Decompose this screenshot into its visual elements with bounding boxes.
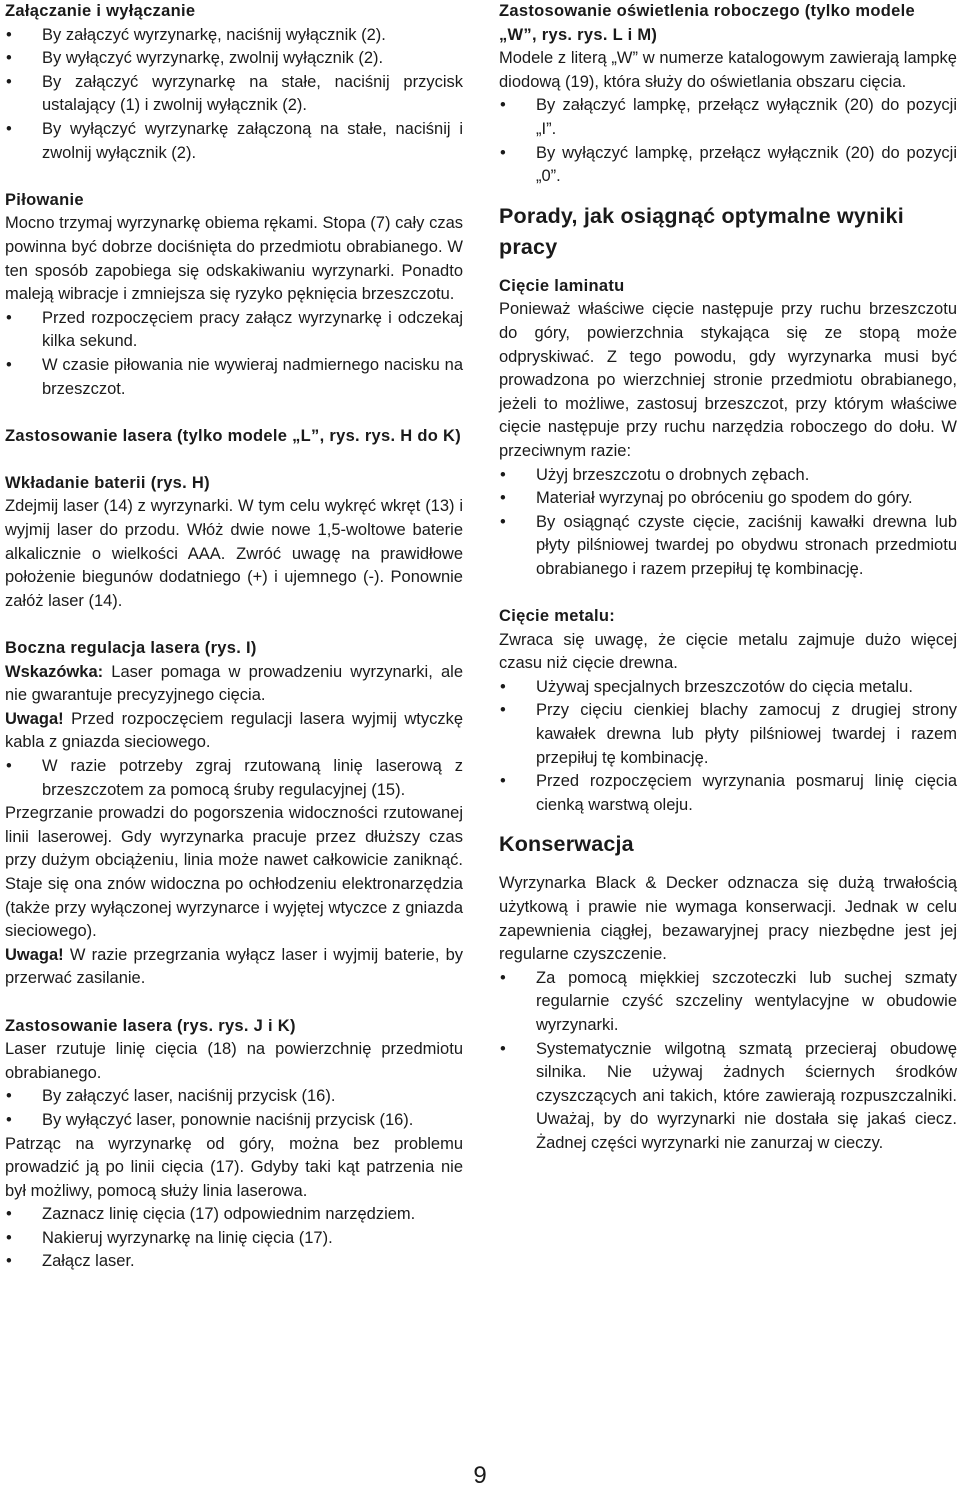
list-item: • Przed rozpoczęciem wyrzynania posmaruj linię cięcia cienką warstwą oleju. xyxy=(500,772,957,814)
list-item: • Przed rozpoczęciem pracy załącz wyrzynarkę i odczekaj kilka sekund. xyxy=(6,308,463,351)
warning-label: Uwaga! xyxy=(5,709,64,728)
list-cutting-line xyxy=(5,1203,463,1274)
list-laser xyxy=(5,1085,463,1132)
list-maintenance xyxy=(499,967,957,1156)
list-item: • Używaj specjalnych brzeszczotów do cięcia metalu. xyxy=(499,676,957,700)
paragraph-maintenance: Wyrzynarka Black & Decker odznacza się dużą trwałością użytkową i prawie nie wymaga konserwacji. Jednak w celu zapewnienia ciągłej, bezawaryjnej pracy niezbędne jest jej regularne czyszczenie. xyxy=(499,874,957,964)
bullet-icon: • xyxy=(6,49,12,68)
list-item: • By wyłączyć lampkę, przełącz wyłącznik (20) do pozycji „0”. xyxy=(500,143,957,186)
hint-label: Wskazówka: xyxy=(5,662,104,681)
bullet-icon: • xyxy=(500,677,506,696)
bullet-icon: • xyxy=(6,1087,12,1106)
list-item: • By załączyć wyrzynarkę, naciśnij wyłącznik (2). xyxy=(5,24,463,48)
right-column xyxy=(499,0,957,1156)
bullet-icon: • xyxy=(500,968,506,987)
list-item: • By osiągnąć czyste cięcie, zaciśnij kawałki drewna lub płyty pilśniowej twardej po obydwu stronach przedmiotu obrabianego i razem przepiłuj tę kombinację. xyxy=(500,512,957,578)
list-item: • By załączyć laser, naciśnij przycisk (16). xyxy=(5,1085,463,1109)
paragraph-metal: Zwraca się uwagę, że cięcie metalu zajmuje dużo więcej czasu niż cięcie drewna. xyxy=(499,630,957,673)
page-number: 9 xyxy=(473,1462,487,1489)
bullet-icon: • xyxy=(6,1228,12,1247)
list-item: • Załącz laser. xyxy=(5,1250,463,1274)
heading-batteries: Wkładanie baterii (rys. H) xyxy=(5,473,210,492)
paragraph-viewing: Patrząc na wyrzynarkę od góry, można bez problemu prowadzić ją po linii cięcia (17). Gdyby taki kąt patrzenia nie był możliwy, pomocą służy linia laserowa. xyxy=(5,1134,463,1200)
list-adjustment xyxy=(5,755,463,802)
warning-paragraph: Uwaga! Przed rozpoczęciem regulacji lasera wyjmij wtyczkę kabla z gniazda sieciowego. xyxy=(5,709,463,752)
heading-switching: Załączanie i wyłączanie xyxy=(5,2,196,20)
list-switching xyxy=(5,24,463,166)
list-metal xyxy=(499,676,957,818)
bullet-icon: • xyxy=(6,119,12,138)
warning-paragraph-2: Uwaga! W razie przegrzania wyłącz laser i wyjmij baterie, by przerwać zasilanie. xyxy=(5,945,463,988)
heading-metal: Cięcie metalu: xyxy=(499,607,616,626)
paragraph-overheating: Przegrzanie prowadzi do pogorszenia widoczności rzutowanej linii laserowej. Gdy wyrzynarka pracuje przez dłuższy czas przy dużym obciążeniu, linia może nawet całkowicie zaniknąć. Staje się ona znów widoczna po ochłodzeniu elektronarzędzia (także przy wyłączonej wyrzynarce i wyjętej wtyczce z gniazda sieciowego). xyxy=(5,804,463,941)
list-item: • Przy cięciu cienkiej blachy zamocuj z drugiej strony kawałek drewna lub płyty pilśniowej twardej i razem przepiłuj tę kombinację. xyxy=(500,701,957,767)
bullet-icon: • xyxy=(500,143,506,162)
paragraph-sawing: Mocno trzymaj wyrzynarkę obiema rękami. Stopa (7) cały czas powinna być dobrze dociśnięta do przedmiotu obrabianego. W ten sposób zapobiega się odskakiwaniu wyrzynarki. Ponadto maleją wibracje i zmniejsza się ryzyko pęknięcia brzeszczotu. xyxy=(5,214,463,304)
heading-sawing: Piłowanie xyxy=(5,190,84,209)
hint-paragraph: Wskazówka: Laser pomaga w prowadzeniu wyrzynarki, ale nie gwarantuje precyzyjnego cięcia. xyxy=(5,662,463,705)
bullet-icon: • xyxy=(500,772,506,791)
list-work-light xyxy=(499,94,957,188)
bullet-icon: • xyxy=(500,1039,506,1058)
heading-tips: Porady, jak osiągnąć optymalne wyniki pracy xyxy=(499,203,904,259)
bullet-icon: • xyxy=(500,465,506,484)
list-item: • Materiał wyrzynaj po obróceniu go spodem do góry. xyxy=(499,487,957,511)
bullet-icon: • xyxy=(6,1252,12,1271)
bullet-icon: • xyxy=(500,489,506,508)
left-column xyxy=(5,0,463,1274)
list-item: • W czasie piłowania nie wywieraj nadmiernego nacisku na brzeszczot. xyxy=(6,355,463,398)
list-item: • W razie potrzeby zgraj rzutowaną linię laserową z brzeszczotem za pomocą śruby regulacyjnej (15). xyxy=(6,757,463,799)
bullet-icon: • xyxy=(6,355,12,374)
list-item: • Nakieruj wyrzynarkę na linię cięcia (17). xyxy=(5,1227,463,1251)
heading-laser-usage: Zastosowanie lasera (tylko modele „L”, rys. rys. H do K) xyxy=(5,426,462,445)
heading-laser-operation: Zastosowanie lasera (rys. rys. J i K) xyxy=(5,1016,296,1035)
list-item: • By wyłączyć wyrzynarkę, zwolnij wyłącznik (2). xyxy=(5,47,463,71)
heading-work-light: Zastosowanie oświetlenia roboczego (tylko modele „W”, rys. rys. L i M) xyxy=(499,2,915,44)
list-item: • By załączyć lampkę, przełącz wyłącznik (20) do pozycji „I”. xyxy=(500,96,957,138)
bullet-icon: • xyxy=(500,96,506,115)
list-item: • By wyłączyć wyrzynarkę załączoną na stałe, naciśnij i zwolnij wyłącznik (2). xyxy=(6,119,463,162)
list-item: • By wyłączyć laser, ponownie naciśnij przycisk (16). xyxy=(5,1109,463,1133)
list-item: • Systematycznie wilgotną szmatą przecieraj obudowę silnika. Nie używaj żadnych ściernych środków czyszczących ani takich, które zawierają rozpuszczalniki. Uważaj, by do wyrzynarki nie dostała się jakaś ciecz. Żadnej części wyrzynarki nie zanurzaj w cieczy. xyxy=(500,1039,957,1152)
list-item: • Użyj brzeszczotu o drobnych zębach. xyxy=(499,464,957,488)
list-item: • Zaznacz linię cięcia (17) odpowiednim narzędziem. xyxy=(5,1203,463,1227)
bullet-icon: • xyxy=(500,701,506,720)
bullet-icon: • xyxy=(6,72,12,91)
bullet-icon: • xyxy=(6,757,12,775)
bullet-icon: • xyxy=(6,1205,12,1224)
list-laminate xyxy=(499,464,957,582)
list-item: • Za pomocą miękkiej szczoteczki lub suchej szmaty regularnie czyść szczeliny wentylacyjne w obudowie wyrzynarki. xyxy=(500,968,957,1034)
bullet-icon: • xyxy=(500,512,506,531)
heading-laminate: Cięcie laminatu xyxy=(499,276,625,295)
warning-label: Uwaga! xyxy=(5,945,64,964)
bullet-icon: • xyxy=(6,308,12,327)
heading-side-adjustment: Boczna regulacja lasera (rys. I) xyxy=(5,639,257,658)
paragraph-batteries: Zdejmij laser (14) z wyrzynarki. W tym celu wykręć wkręt (13) i wyjmij laser do przodu. Włóż dwie nowe 1,5-woltowe baterie alkalicznie o wielkości AAA. Zwróć uwagę na prawidłowe położenie biegunów dodatniego (+) i ujemnego (-). Ponownie załóż laser (14). xyxy=(5,497,463,610)
list-sawing xyxy=(5,307,463,401)
paragraph-laser-line: Laser rzutuje linię cięcia (18) na powierzchnię przedmiotu obrabianego. xyxy=(5,1040,463,1082)
heading-maintenance: Konserwacja xyxy=(499,832,634,857)
bullet-icon: • xyxy=(6,1110,12,1129)
bullet-icon: • xyxy=(6,25,12,44)
list-item: • By załączyć wyrzynarkę na stałe, naciśnij przycisk ustalający (1) i zwolnij wyłącznik (2). xyxy=(6,72,463,115)
paragraph-work-light: Modele z literą „W” w numerze katalogowym zawierają lampkę diodową (19), która służy do oświetlania obszaru cięcia. xyxy=(499,49,957,91)
paragraph-laminate: Ponieważ właściwe cięcie następuje przy ruchu brzeszczotu do góry, powierzchnia stykająca się ze stopą może odpryskiwać. Z tego powodu, gdy wyrzynarka musi być prowadzona po wierzchniej stronie przedmiotu obrabianego, jeżeli to możliwe, zastosuj brzeszczot, przy którym właściwe cięcie następuje przy ruchu narzędzia roboczego do dołu. W przeciwnym razie: xyxy=(499,300,957,460)
